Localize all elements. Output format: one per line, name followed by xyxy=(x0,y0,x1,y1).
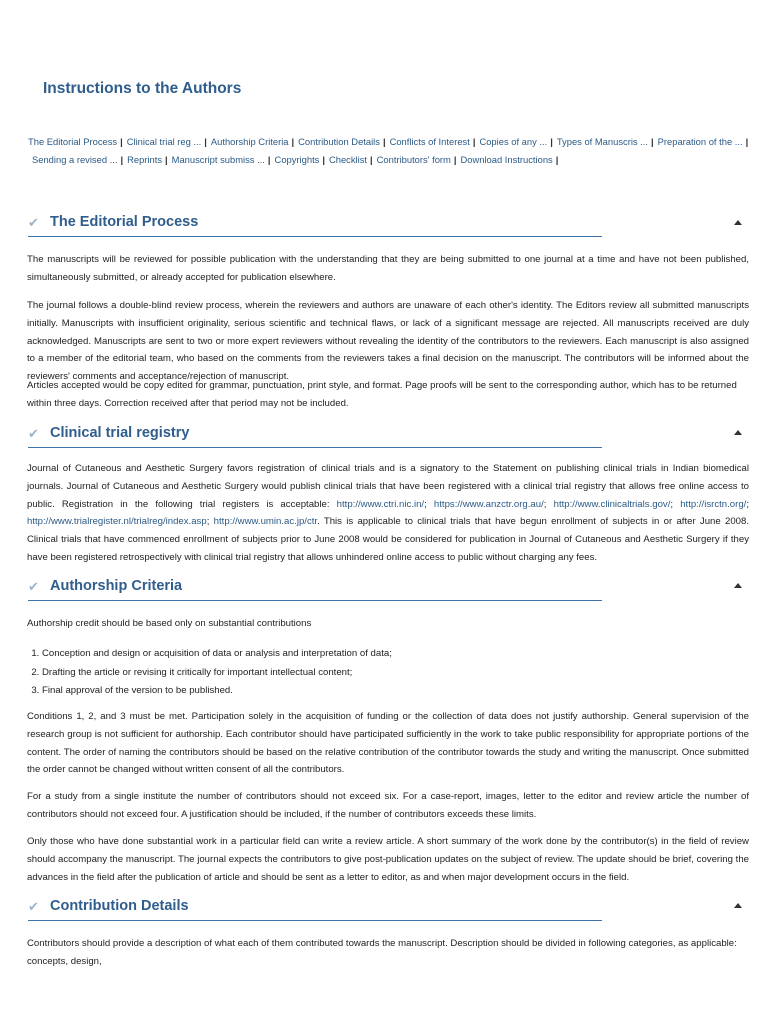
nav-link[interactable]: Types of Manuscris ... xyxy=(556,136,649,147)
nav-separator: | xyxy=(204,136,207,147)
checkmark-icon: ✔ xyxy=(28,215,39,230)
list-item: 1. Conception and design or acquisition of data or analysis and interpretation of data; xyxy=(42,645,742,664)
paragraph: Authorship credit should be based only on substantial contributions xyxy=(27,618,312,629)
page-title: Instructions to the Authors xyxy=(43,80,242,97)
nav-separator: | xyxy=(291,136,295,147)
nav-link[interactable]: Reprints xyxy=(127,154,163,165)
nav-separator: | xyxy=(165,154,168,165)
section-nav xyxy=(28,133,748,169)
section-title: Clinical trial registry xyxy=(50,425,190,441)
link-separator: ; xyxy=(543,498,554,510)
list-item: 2. Drafting the article or revising it critically for important intellectual content; xyxy=(42,664,742,683)
nav-link[interactable]: Copies of any ... xyxy=(479,136,548,147)
back-to-top-arrow-icon[interactable] xyxy=(734,903,742,908)
nav-separator: | xyxy=(120,154,124,165)
nav-link[interactable]: Contributors' form xyxy=(376,154,451,165)
link-separator: ; xyxy=(424,498,434,510)
section-title: Authorship Criteria xyxy=(50,578,183,594)
nav-link[interactable]: Clinical trial reg ... xyxy=(126,136,202,147)
registry-link[interactable]: https://www.anzctr.org.au/ xyxy=(433,498,544,510)
nav-separator: | xyxy=(382,136,386,147)
checkmark-icon: ✔ xyxy=(28,579,39,594)
registry-link[interactable]: http://www.ctri.nic.in/ xyxy=(336,498,425,510)
paragraph: The manuscripts will be reviewed for possible publication with the understanding that they are being submitted to one journal at a time and have not been published, simultaneously submitted, or already accepted for publication elsewhere. xyxy=(27,254,749,283)
nav-link[interactable]: Conflicts of Interest xyxy=(389,136,470,147)
nav-separator: | xyxy=(370,154,373,165)
section-heading-editorial-process xyxy=(28,212,602,237)
link-separator: ; xyxy=(670,498,681,510)
checkmark-icon: ✔ xyxy=(28,899,39,914)
paragraph-text: Journal of Cutaneous and Aesthetic Surgery favors registration of clinical trials and is a signatory to the Statement on publishing clinical trials in Indian biomedical journals. Journal of Cutaneous and Aesthetic Surgery would publish clinical trials that have been registered with a clinical trial registry that allows free online access to public. Registration in the following trial registers is acceptable: xyxy=(27,463,749,510)
section-heading-contribution-details xyxy=(28,896,602,921)
nav-link[interactable]: Download Instructions xyxy=(460,154,553,165)
nav-separator: | xyxy=(322,154,325,165)
paragraph: Contributors should provide a description of what each of them contributed towards the manuscript. Description should be divided in following categories, as applicable: concepts, design, xyxy=(27,938,737,967)
nav-separator: | xyxy=(120,136,123,147)
nav-link[interactable]: Sending a revised ... xyxy=(32,154,118,165)
paragraph: Only those who have done substantial work in a particular field can write a review article. A short summary of the work done by the contributor(s) in the field of review should accompany the manuscript. The journal expects the contributors to give post-publication updates on the subject of review. The update should be brief, covering the advances in the field after the publication of article and should be sent as a letter to editor, as and when major development occurs in the field. xyxy=(27,836,749,883)
section-heading-authorship-criteria xyxy=(28,576,602,601)
link-separator: ; xyxy=(746,498,749,510)
paragraph: Conditions 1, 2, and 3 must be met. Participation solely in the acquisition of funding or the collection of data does not justify authorship. General supervision of the research group is not sufficient for authorship. Each contributor should have participated sufficiently in the work to take public responsibility for appropriate portions of the content. The order of naming the contributors should be based on the relative contribution of the contributor towards the study and writing the manuscript. Once submitted the order cannot be changed without written consent of all the contributors. xyxy=(27,711,749,776)
back-to-top-arrow-icon[interactable] xyxy=(734,430,742,435)
registry-link[interactable]: http://www.umin.ac.jp/ctr xyxy=(213,516,318,528)
section-heading-clinical-trial-registry xyxy=(28,423,602,448)
paragraph: The journal follows a double-blind review process, wherein the reviewers and authors are unaware of each other's identity. The Editors review all submitted manuscripts initially. Manuscripts with insufficient originality, serious scientific and technical flaws, or lack of a significant message are rejected. All manuscripts received are duly acknowledged. Manuscripts are sent to two or more expert reviewers without revealing the identity of the contributors to the reviewers. Each manuscript is also assigned to a member of the editorial team, who based on the comments from the reviewers takes a final decision on the manuscript. The contributors will be informed about the reviewers' comments and acceptance/rejection of manuscript. xyxy=(27,300,749,383)
section-title: Contribution Details xyxy=(50,898,189,914)
section-title: The Editorial Process xyxy=(50,214,199,230)
nav-link[interactable]: The Editorial Process xyxy=(28,136,118,147)
registry-link[interactable]: http://www.trialregister.nl/trialreg/index.asp xyxy=(27,516,207,528)
nav-separator: | xyxy=(453,154,457,165)
nav-separator: | xyxy=(745,136,749,147)
list-item: 3. Final approval of the version to be published. xyxy=(42,682,742,701)
checkmark-icon: ✔ xyxy=(28,426,39,441)
paragraph: Articles accepted would be copy edited for grammar, punctuation, print style, and format. Page proofs will be sent to the corresponding author, which has to be returned within three days. Correction received after that period may not be included. xyxy=(27,380,737,409)
nav-separator: | xyxy=(651,136,654,147)
nav-separator: | xyxy=(267,154,271,165)
paragraph xyxy=(27,460,749,567)
nav-separator: | xyxy=(555,154,559,165)
link-separator: ; xyxy=(206,516,214,528)
authorship-criteria-list xyxy=(27,645,742,701)
back-to-top-arrow-icon[interactable] xyxy=(734,220,742,225)
section-nav-row xyxy=(28,133,748,151)
nav-link[interactable]: Copyrights xyxy=(274,154,320,165)
nav-link[interactable]: Authorship Criteria xyxy=(210,136,289,147)
section-nav-row xyxy=(28,151,748,169)
nav-link[interactable]: Manuscript submiss ... xyxy=(171,154,265,165)
nav-link[interactable]: Contribution Details xyxy=(298,136,380,147)
nav-link[interactable]: Preparation of the ... xyxy=(657,136,743,147)
nav-link[interactable]: Checklist xyxy=(328,154,368,165)
back-to-top-arrow-icon[interactable] xyxy=(734,583,742,588)
nav-separator: | xyxy=(550,136,553,147)
paragraph-text: . This is applicable to clinical trials that have begun enrollment of subjects in or after June 2008. Clinical trials that have commenced enrollment of subjects prior to June 2008 would be considered for publication in Journal of Cutaneous and Aesthetic Surgery if they have been registered retrospectively with clinical trial registry that allows unhindered online access to public without charging any fees. xyxy=(27,516,749,563)
paragraph: For a study from a single institute the number of contributors should not exceed six. For a case-report, images, letter to the editor and review article the number of contributors should not exceed four. A justification should be included, if the number of contributors exceeds these limits. xyxy=(27,791,749,820)
registry-link[interactable]: http://www.clinicaltrials.gov/ xyxy=(553,498,671,510)
nav-separator: | xyxy=(472,136,476,147)
registry-link[interactable]: http://isrctn.org/ xyxy=(680,498,747,510)
